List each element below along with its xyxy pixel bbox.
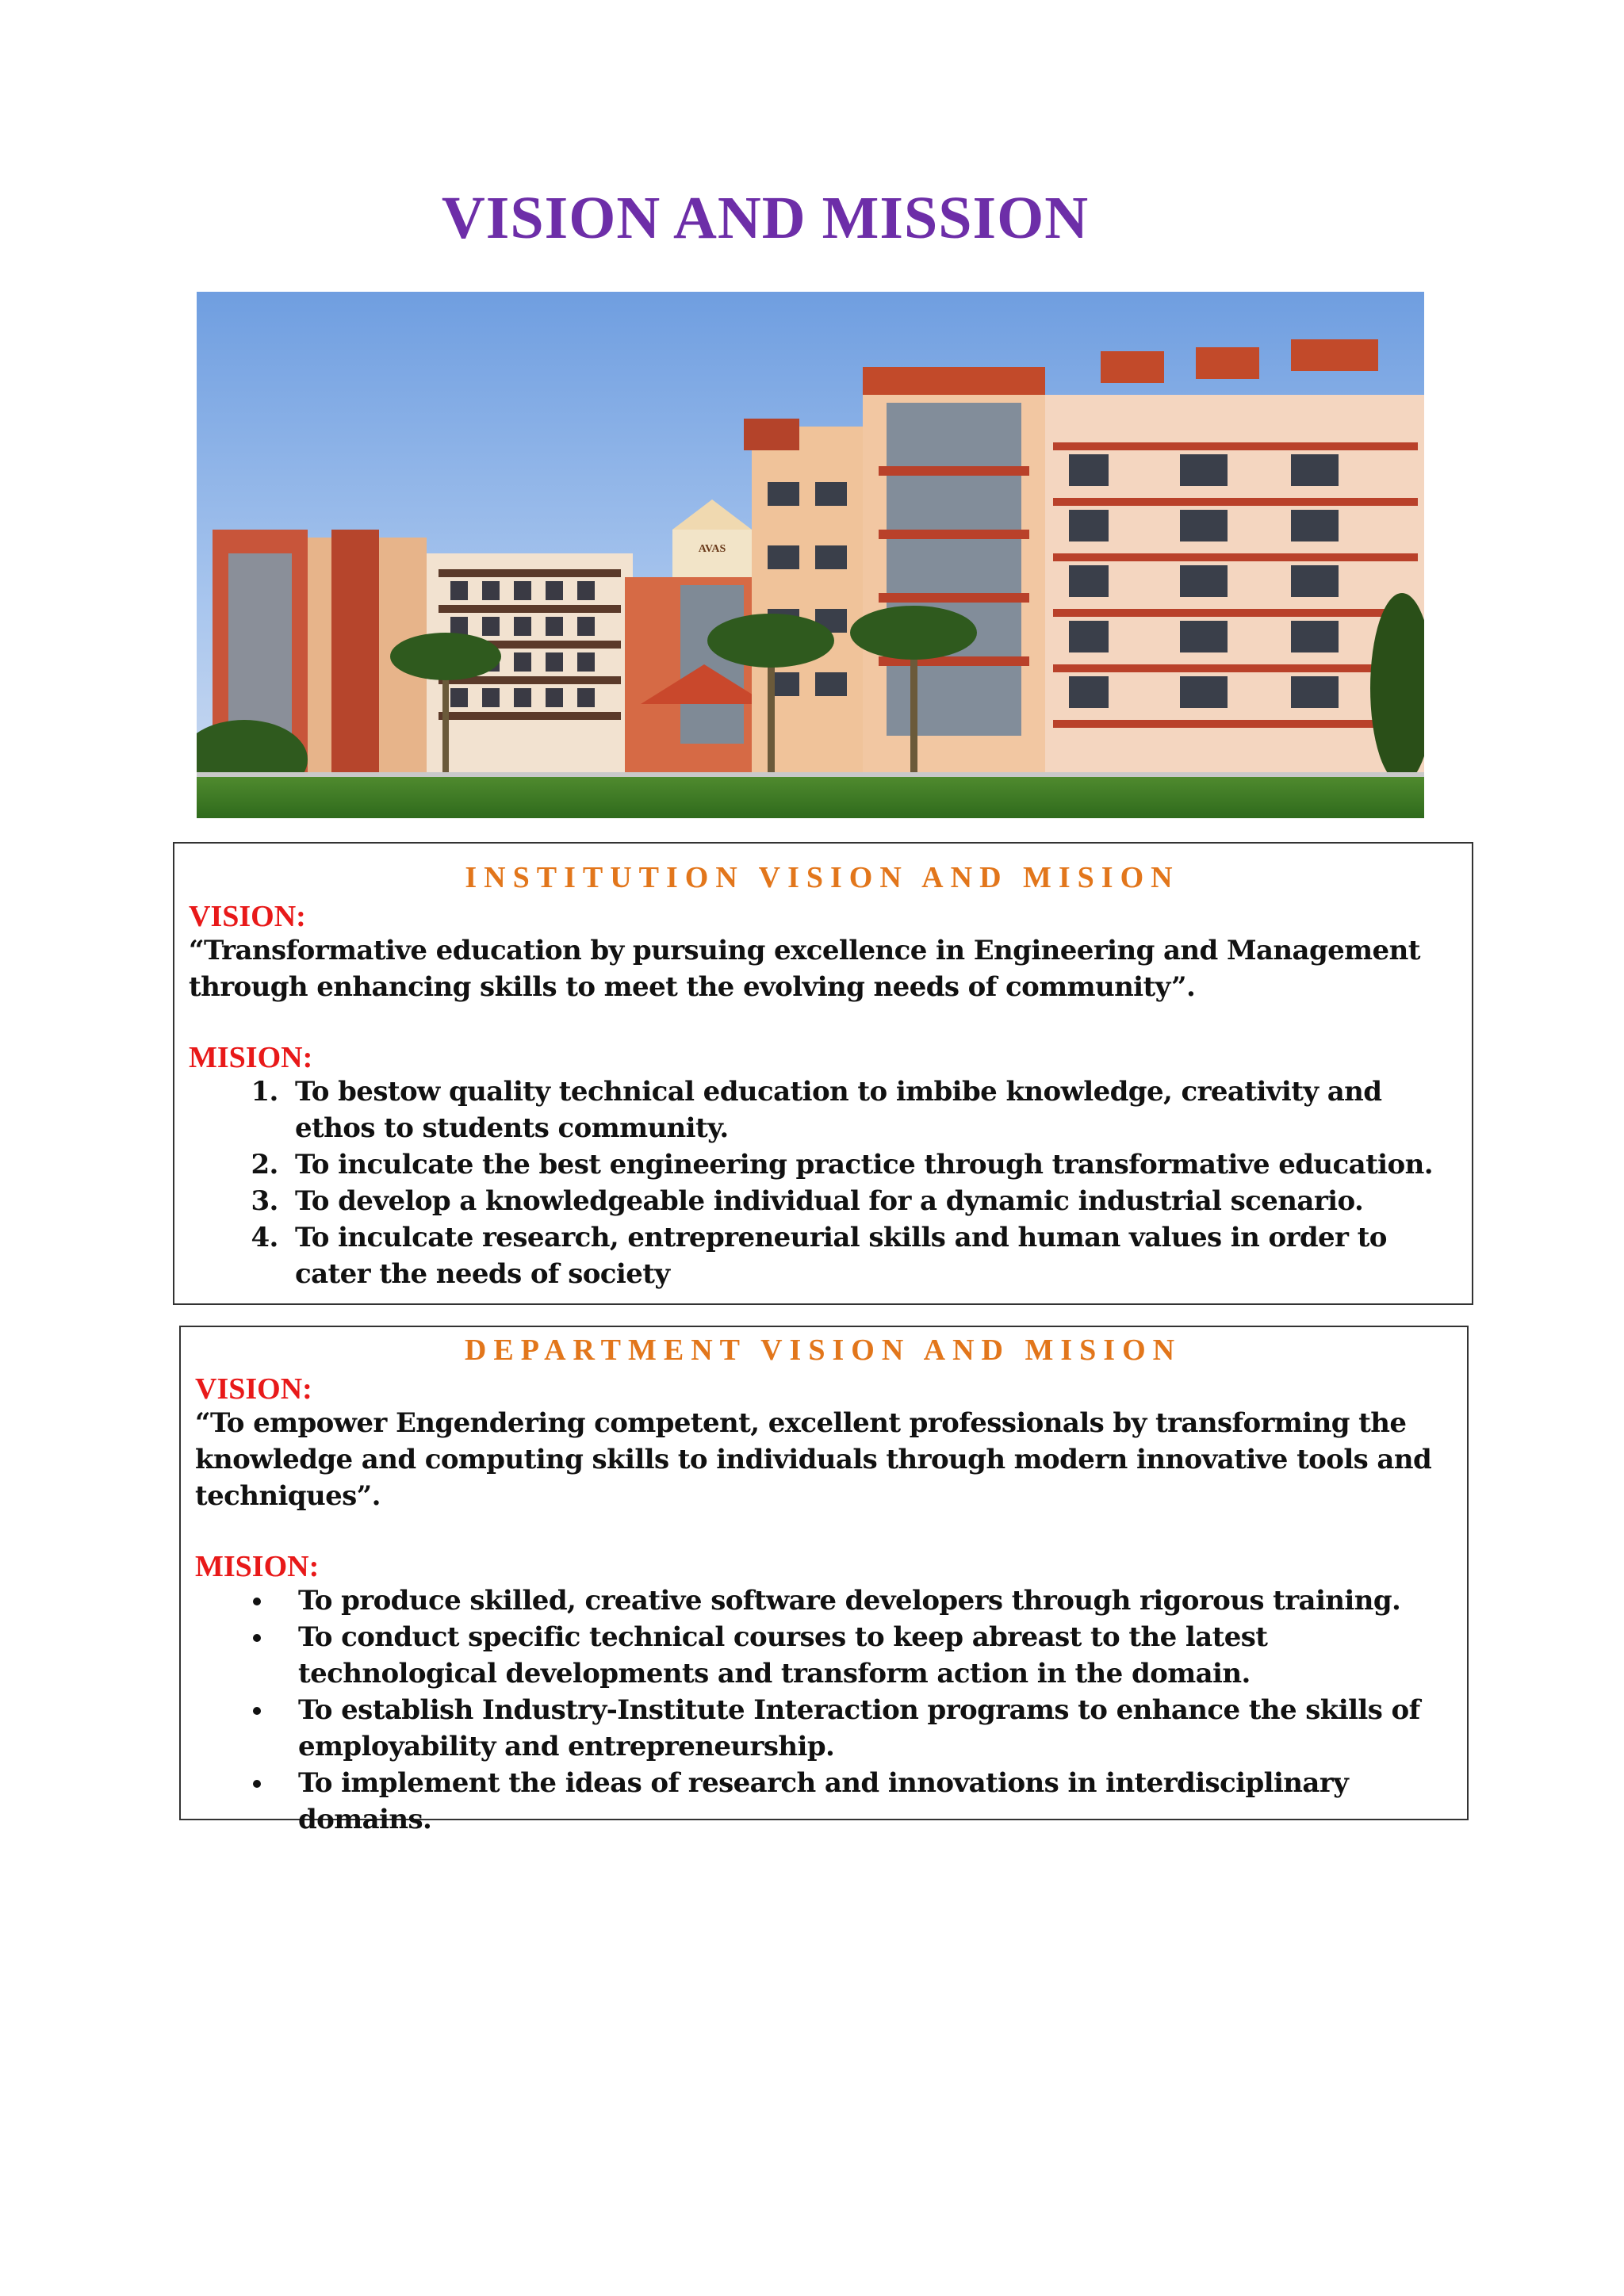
list-item: 3. To develop a knowledgeable individual for a dynamic industrial scenario.: [287, 1183, 1456, 1219]
department-vision-mission-box: [179, 1326, 1469, 1835]
list-item: • To produce skilled, creative software developers through rigorous training.: [274, 1582, 1451, 1619]
department-vision-text: “To empower Engendering competent, excellent professionals by transforming the knowledge and computing skills to individuals through modern innovative tools and techniques”.: [195, 1407, 1432, 1512]
campus-building-photo: [197, 292, 1424, 818]
building-sign-text: AVAS: [698, 543, 726, 555]
list-item: • To implement the ideas of research and innovations in interdisciplinary domains.: [274, 1765, 1451, 1838]
institution-mission-label: MISION:: [189, 1041, 313, 1074]
institution-vision-text: “Transformative education by pursuing excellence in Engineering and Management through enhancing skills to meet the evolving needs of community”.: [189, 935, 1420, 1003]
list-item: • To conduct specific technical courses to keep abreast to the latest technological developments and transform action in the domain.: [274, 1619, 1451, 1692]
list-item: 1. To bestow quality technical education to imbibe knowledge, creativity and ethos to students community.: [287, 1073, 1456, 1146]
list-item: 4. To inculcate research, entrepreneurial skills and human values in order to cater the needs of society: [287, 1219, 1456, 1292]
page-title: VISION AND MISSION: [441, 185, 1090, 251]
department-mission-label: MISION:: [195, 1550, 320, 1583]
list-item: 2. To inculcate the best engineering practice through transformative education.: [287, 1146, 1456, 1183]
department-heading: DEPARTMENT VISION AND MISION: [464, 1334, 1182, 1367]
department-mission-list: [195, 1582, 1451, 1838]
institution-vision-label: VISION:: [189, 900, 306, 933]
list-item: • To establish Industry-Institute Interaction programs to enhance the skills of employability and entrepreneurship.: [274, 1692, 1451, 1765]
department-vision-label: VISION:: [195, 1372, 312, 1406]
institution-heading: INSTITUTION VISION AND MISION: [465, 861, 1180, 894]
institution-vision-mission-box: [173, 842, 1473, 1305]
institution-mission-list: [189, 1073, 1456, 1292]
